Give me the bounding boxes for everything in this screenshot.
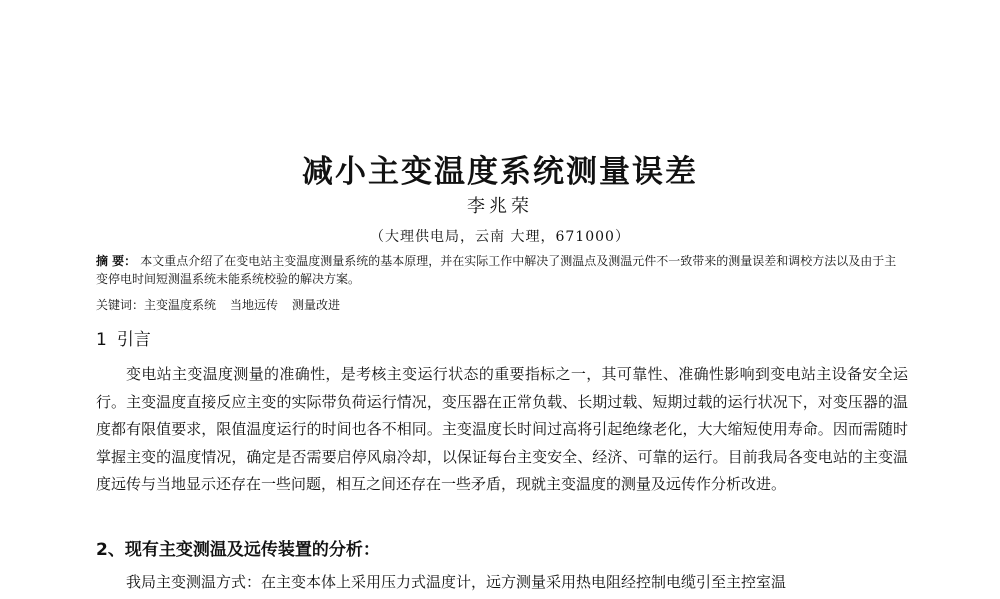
- section-1-number: 1: [96, 330, 107, 350]
- abstract: [96, 252, 908, 288]
- paper-title: 减小主变温度系统测量误差: [302, 154, 698, 190]
- section-1-heading: [96, 325, 151, 350]
- paper-author: 李兆荣: [467, 196, 533, 217]
- section-2-paragraph: 我局主变测温方式：在主变本体上采用压力式温度计，远方测量采用热电阻经控制电缆引至主控室温: [126, 573, 787, 591]
- keywords-label: 关键词：: [96, 298, 145, 312]
- abstract-text: 本文重点介绍了在变电站主变温度测量系统的基本原理，并在实际工作中解决了测温点及测温元件不一致带来的测量误差和调校方法以及由于主变停电时间短测温系统未能系统校验的解决方案。: [96, 254, 897, 286]
- keywords: [96, 296, 908, 314]
- keyword-3: 测量改进: [292, 298, 341, 312]
- abstract-label: 摘 要：: [96, 254, 137, 268]
- section-1-paragraph: 变电站主变温度测量的准确性，是考核主变运行状态的重要指标之一，其可靠性、准确性影响到变电站主设备安全运行。主变温度直接反应主变的实际带负荷运行情况，变压器在正常负载、长期过载、短期过载的运行状况下，对变压器的温度都有限值要求，限值温度运行的时间也各不相同。主变温度长时间过高将引起绝缘老化，大大缩短使用寿命。因而需随时掌握主变的温度情况，确定是否需要启停风扇冷却，以保证每台主变安全、经济、可靠的运行。目前我局各变电站的主变温度远传与当地显示还存在一些问题，相互之间还存在一些矛盾，现就主变温度的测量及远传作分析改进。: [96, 365, 908, 493]
- keyword-1: 主变温度系统: [144, 298, 217, 312]
- section-2-heading: 2、现有主变测温及远传装置的分析：: [96, 540, 380, 560]
- section-1-title: 引言: [116, 330, 151, 350]
- keyword-2: 当地远传: [230, 298, 279, 312]
- paper-affiliation: （大理供电局，云南 大理，671000）: [370, 229, 630, 245]
